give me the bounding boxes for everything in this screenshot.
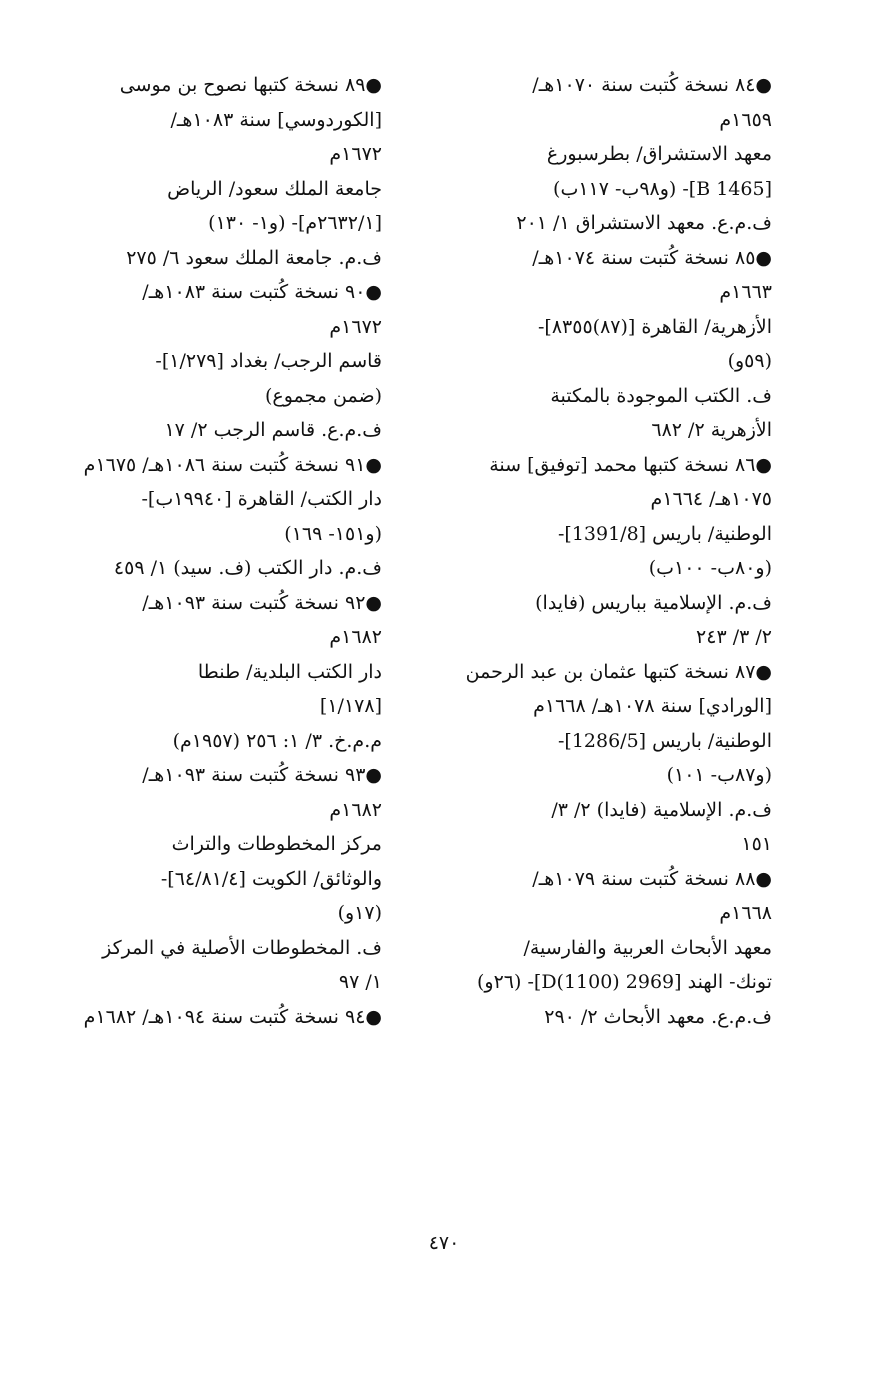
text-paragraph [66,931,396,1000]
text-line: [٢٦٣٢/١م]- (و١- ١٣٠) [208,212,382,234]
text-paragraph [456,137,786,206]
text-paragraph [66,413,396,448]
text-line: (٥٩و) [727,350,772,372]
text-paragraph [66,827,396,931]
text-line: ف.م.ع. معهد الاستشراق ١/ ٢٠١ [516,212,772,234]
text-line: ●٨٩ نسخة كتبها نصوح بن موسى [119,74,382,96]
text-line: ●٩٤ نسخة كُتبت سنة ١٠٩٤هـ/ ١٦٨٢م [83,1005,382,1028]
text-paragraph [456,448,786,517]
text-paragraph [66,482,396,551]
text-paragraph [456,68,786,137]
text-paragraph [66,68,396,172]
text-line: ف.م. الإسلامية بباريس (فايدا) [535,591,772,614]
text-line: ●٨٦ نسخة كتبها محمد [توفيق] سنة [489,453,772,476]
text-paragraph [456,379,786,448]
text-paragraph [66,448,396,483]
text-line: (و٨٠ب- ١٠٠ب) [648,557,772,579]
text-line: مركز المخطوطات والتراث [171,833,382,855]
text-line: ١٦٦٣م [719,281,772,303]
text-line: ●٨٨ نسخة كُتبت سنة ١٠٧٩هـ/ [532,867,772,890]
text-line: ف.م.ع. قاسم الرجب ٢/ ١٧ [164,419,382,441]
text-paragraph [456,310,786,379]
text-paragraph [456,862,786,931]
text-line: [الكوردوسي] سنة ١٠٨٣هـ/ [170,108,382,131]
text-line: ١٦٨٢م [329,798,382,821]
text-line: ١٦٨٢م [329,626,382,648]
text-paragraph [456,206,786,241]
text-paragraph [456,586,786,655]
text-line: ف.م. جامعة الملك سعود ٦/ ٢٧٥ [126,246,382,269]
text-paragraph [456,1000,786,1035]
text-line: ●٨٤ نسخة كُتبت سنة ١٠٧٠هـ/ [532,74,772,96]
text-line: جامعة الملك سعود/ الرياض [167,177,382,200]
text-line: ف. المخطوطات الأصلية في المركز [102,936,382,959]
text-line: ١/ ٩٧ [338,971,382,993]
text-line: معهد الاستشراق/ بطرسبورغ [546,143,772,165]
text-line: الوطنية/ باريس [1391/8]- [557,522,772,545]
text-line: ●٨٧ نسخة كتبها عثمان بن عبد الرحمن [465,660,772,683]
text-paragraph [66,551,396,586]
text-paragraph [66,241,396,276]
text-line: ●٩١ نسخة كُتبت سنة ١٠٨٦هـ/ ١٦٧٥م [83,453,382,476]
text-line: ف.م.ع. معهد الأبحاث ٢/ ٢٩٠ [544,1005,772,1028]
text-paragraph [456,793,786,862]
text-line: ١٥١ [741,833,772,855]
text-line: (١٧و) [337,902,382,924]
text-line: [الورادي] سنة ١٠٧٨هـ/ ١٦٦٨م [533,695,772,717]
text-line: ١٦٧٢م [329,315,382,338]
text-line: والوثائق/ الكويت [٦٤/٨١/٤]- [160,867,382,890]
text-line: ١٦٦٨م [719,902,772,924]
text-paragraph [66,655,396,724]
page-number: ٤٧٠ [428,1232,460,1254]
text-paragraph [456,655,786,724]
text-line: [B 1465]- (و٩٨ب- ١١٧ب) [553,177,772,200]
text-paragraph [456,241,786,310]
text-paragraph [66,275,396,344]
text-paragraph [456,517,786,586]
text-line: تونك- الهند [2969 D(1100)]- (٢٦و) [477,971,772,993]
text-line: ١٠٧٥هـ/ ١٦٦٤م [650,488,772,510]
text-line: قاسم الرجب/ بغداد [١/٢٧٩]- [155,350,382,372]
text-paragraph [66,758,396,827]
text-paragraph [66,344,396,413]
text-line: الوطنية/ باريس [1286/5]- [557,729,772,752]
text-line: ف. الكتب الموجودة بالمكتبة [550,384,772,407]
text-line: [١/١٧٨] [319,695,382,717]
left-column [66,68,396,1034]
text-paragraph [66,724,396,759]
text-line: ●٩٢ نسخة كُتبت سنة ١٠٩٣هـ/ [142,591,382,614]
text-paragraph [66,586,396,655]
text-line: معهد الأبحاث العربية والفارسية/ [523,936,772,959]
text-paragraph [66,1000,396,1035]
text-line: ف.م. دار الكتب (ف. سيد) ١/ ٤٥٩ [113,557,382,579]
text-paragraph [456,931,786,1000]
text-line: (ضمن مجموع) [264,384,382,407]
text-line: ١٦٧٢م [329,143,382,165]
text-line: ١٦٥٩م [719,108,772,131]
text-line: (و١٥١- ١٦٩) [284,522,382,545]
text-line: ●٨٥ نسخة كُتبت سنة ١٠٧٤هـ/ [532,246,772,269]
text-line: دار الكتب البلدية/ طنطا [197,660,382,683]
text-line: ف.م. الإسلامية (فايدا) ٢/ ٣/ [551,798,772,821]
text-line: ●٩٠ نسخة كُتبت سنة ١٠٨٣هـ/ [142,281,382,303]
right-column [456,68,786,1034]
text-line: (و٨٧ب- ١٠١) [666,764,772,786]
text-line: الأزهرية ٢/ ٦٨٢ [651,419,772,441]
text-paragraph [66,172,396,241]
text-line: ●٩٣ نسخة كُتبت سنة ١٠٩٣هـ/ [142,764,382,786]
text-line: ٢/ ٣/ ٢٤٣ [696,626,772,648]
text-line: م.م.خ. ٣/ ١: ٢٥٦ (١٩٥٧م) [172,729,382,752]
text-line: دار الكتب/ القاهرة [١٩٩٤٠ب]- [141,488,382,510]
text-paragraph [456,724,786,793]
text-line: الأزهرية/ القاهرة [(٨٧)٨٣٥٥]- [537,315,772,338]
